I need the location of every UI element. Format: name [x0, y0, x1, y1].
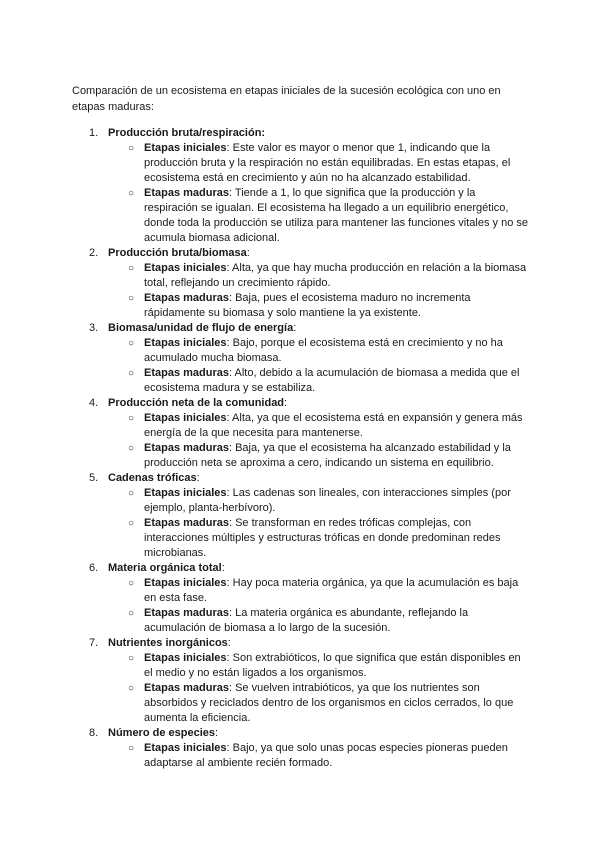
list-item-gross-production-biomass	[72, 246, 532, 321]
stage-label: Etapas maduras	[144, 607, 229, 619]
sub-item-initial	[108, 336, 532, 366]
stage-text: : Bajo, porque el ecosistema está en crecimiento y no ha acumulado mucha biomasa.	[144, 337, 503, 364]
list-item-net-community-production	[72, 396, 532, 471]
sub-item-mature	[108, 291, 532, 321]
stage-text: : La materia orgánica es abundante, reflejando la acumulación de biomasa a lo largo de la sucesión.	[144, 607, 469, 634]
stage-text: : Este valor es mayor o menor que 1, indicando que la producción bruta y la respiración no están equilibradas. En estas etapas, el ecosistema está en crecimiento y aún no ha alcanzado estabilidad.	[144, 142, 511, 184]
item-title: Producción bruta/biomasa	[108, 247, 247, 259]
sub-item-initial	[108, 576, 532, 606]
stage-label: Etapas maduras	[144, 682, 229, 694]
item-number: 3.	[89, 322, 99, 334]
item-number: 6.	[89, 562, 99, 574]
sub-item-initial	[108, 411, 532, 441]
list-item-gross-production-respiration	[72, 126, 532, 246]
bullet-circle-icon: ○	[128, 518, 135, 529]
list-item-inorganic-nutrients	[72, 636, 532, 726]
stage-text: : Las cadenas son lineales, con interacciones simples (por ejemplo, planta-herbívoro).	[144, 487, 511, 514]
bullet-circle-icon: ○	[128, 578, 135, 589]
document-page	[72, 83, 532, 771]
item-title: Producción neta de la comunidad	[108, 397, 285, 409]
sub-item-mature	[108, 441, 532, 471]
stage-label: Etapas iniciales	[144, 142, 227, 154]
list-item-organic-matter	[72, 561, 532, 636]
item-title-suffix: :	[196, 472, 200, 484]
sub-item-mature	[108, 606, 532, 636]
bullet-circle-icon: ○	[128, 488, 135, 499]
item-title-suffix: :	[246, 247, 250, 259]
item-title-suffix: :	[293, 322, 297, 334]
sub-item-initial	[108, 261, 532, 291]
stage-label: Etapas iniciales	[144, 487, 227, 499]
sub-list	[108, 486, 532, 561]
item-title-suffix: :	[284, 397, 288, 409]
bullet-circle-icon: ○	[128, 653, 135, 664]
bullet-circle-icon: ○	[128, 263, 135, 274]
bullet-circle-icon: ○	[128, 683, 135, 694]
sub-list	[108, 261, 532, 321]
sub-item-initial	[108, 486, 532, 516]
bullet-circle-icon: ○	[128, 188, 135, 199]
item-title: Nutrientes inorgánicos	[108, 637, 228, 649]
stage-label: Etapas maduras	[144, 187, 229, 199]
stage-label: Etapas iniciales	[144, 262, 227, 274]
item-number: 2.	[89, 247, 99, 259]
stage-text: : Baja, pues el ecosistema maduro no incrementa rápidamente su biomasa y solo mantiene la ya existente.	[144, 292, 471, 319]
item-title-suffix: :	[215, 727, 219, 739]
sub-list	[108, 141, 532, 246]
stage-text: : Bajo, ya que solo unas pocas especies pioneras pueden adaptarse al ambiente recién formado.	[144, 742, 508, 769]
bullet-circle-icon: ○	[128, 143, 135, 154]
stage-text: : Baja, ya que el ecosistema ha alcanzado estabilidad y la producción neta se aproxima a cero, indicando un sistema en equilibrio.	[144, 442, 511, 469]
bullet-circle-icon: ○	[128, 338, 135, 349]
sub-item-mature	[108, 186, 532, 246]
bullet-circle-icon: ○	[128, 413, 135, 424]
stage-text: : Hay poca materia orgánica, ya que la acumulación es baja en esta fase.	[144, 577, 519, 604]
bullet-circle-icon: ○	[128, 608, 135, 619]
stage-text: : Alto, debido a la acumulación de biomasa a medida que el ecosistema madura y se estabiliza.	[144, 367, 520, 394]
item-number: 8.	[89, 727, 99, 739]
item-title: Cadenas tróficas	[108, 472, 197, 484]
stage-label: Etapas maduras	[144, 517, 229, 529]
sub-item-mature	[108, 366, 532, 396]
stage-label: Etapas iniciales	[144, 742, 227, 754]
sub-item-mature	[108, 681, 532, 726]
list-item-species-number	[72, 726, 532, 771]
list-item-biomass-energy-flow	[72, 321, 532, 396]
stage-text: : Tiende a 1, lo que significa que la producción y la respiración se igualan. El ecosistema ha llegado a un equilibrio energético, donde toda la producción se utiliza para mantener las funciones vitales y no se acumula biomasa adicional.	[144, 187, 529, 244]
stage-label: Etapas iniciales	[144, 337, 227, 349]
item-title-suffix: :	[221, 562, 225, 574]
bullet-circle-icon: ○	[128, 368, 135, 379]
sub-list	[108, 411, 532, 471]
stage-text: : Alta, ya que el ecosistema está en expansión y genera más energía de la que necesita para mantenerse.	[144, 412, 523, 439]
stage-text: : Son extrabióticos, lo que significa que están disponibles en el medio y no están ligados a los organismos.	[144, 652, 521, 679]
bullet-circle-icon: ○	[128, 443, 135, 454]
item-title-suffix: :	[227, 637, 231, 649]
stage-label: Etapas maduras	[144, 292, 229, 304]
sub-list	[108, 576, 532, 636]
comparison-list	[72, 126, 532, 771]
stage-text: : Alta, ya que hay mucha producción en relación a la biomasa total, reflejando un crecimiento rápido.	[144, 262, 527, 289]
item-number: 1.	[89, 127, 99, 139]
item-title: Biomasa/unidad de flujo de energía	[108, 322, 294, 334]
sub-item-initial	[108, 741, 532, 771]
stage-label: Etapas iniciales	[144, 652, 227, 664]
intro-paragraph: Comparación de un ecosistema en etapas iniciales de la sucesión ecológica con uno en etapas maduras:	[72, 85, 501, 113]
stage-label: Etapas iniciales	[144, 412, 227, 424]
item-number: 4.	[89, 397, 99, 409]
stage-label: Etapas maduras	[144, 367, 229, 379]
stage-label: Etapas iniciales	[144, 577, 227, 589]
item-number: 5.	[89, 472, 99, 484]
item-title: Materia orgánica total	[108, 562, 222, 574]
sub-item-mature	[108, 516, 532, 561]
bullet-circle-icon: ○	[128, 743, 135, 754]
sub-item-initial	[108, 141, 532, 186]
list-item-food-chains	[72, 471, 532, 561]
sub-list	[108, 336, 532, 396]
bullet-circle-icon: ○	[128, 293, 135, 304]
stage-label: Etapas maduras	[144, 442, 229, 454]
stage-text: : Se vuelven intrabióticos, ya que los nutrientes son absorbidos y reciclados dentro de los organismos en ciclos cerrados, lo que aumenta la eficiencia.	[144, 682, 514, 724]
item-title: Número de especies	[108, 727, 215, 739]
stage-text: : Se transforman en redes tróficas complejas, con interacciones múltiples y estructuras tróficas en donde predominan redes microbianas.	[144, 517, 501, 559]
sub-list	[108, 651, 532, 726]
item-number: 7.	[89, 637, 99, 649]
sub-list	[108, 741, 532, 771]
sub-item-initial	[108, 651, 532, 681]
item-title: Producción bruta/respiración:	[108, 127, 266, 139]
